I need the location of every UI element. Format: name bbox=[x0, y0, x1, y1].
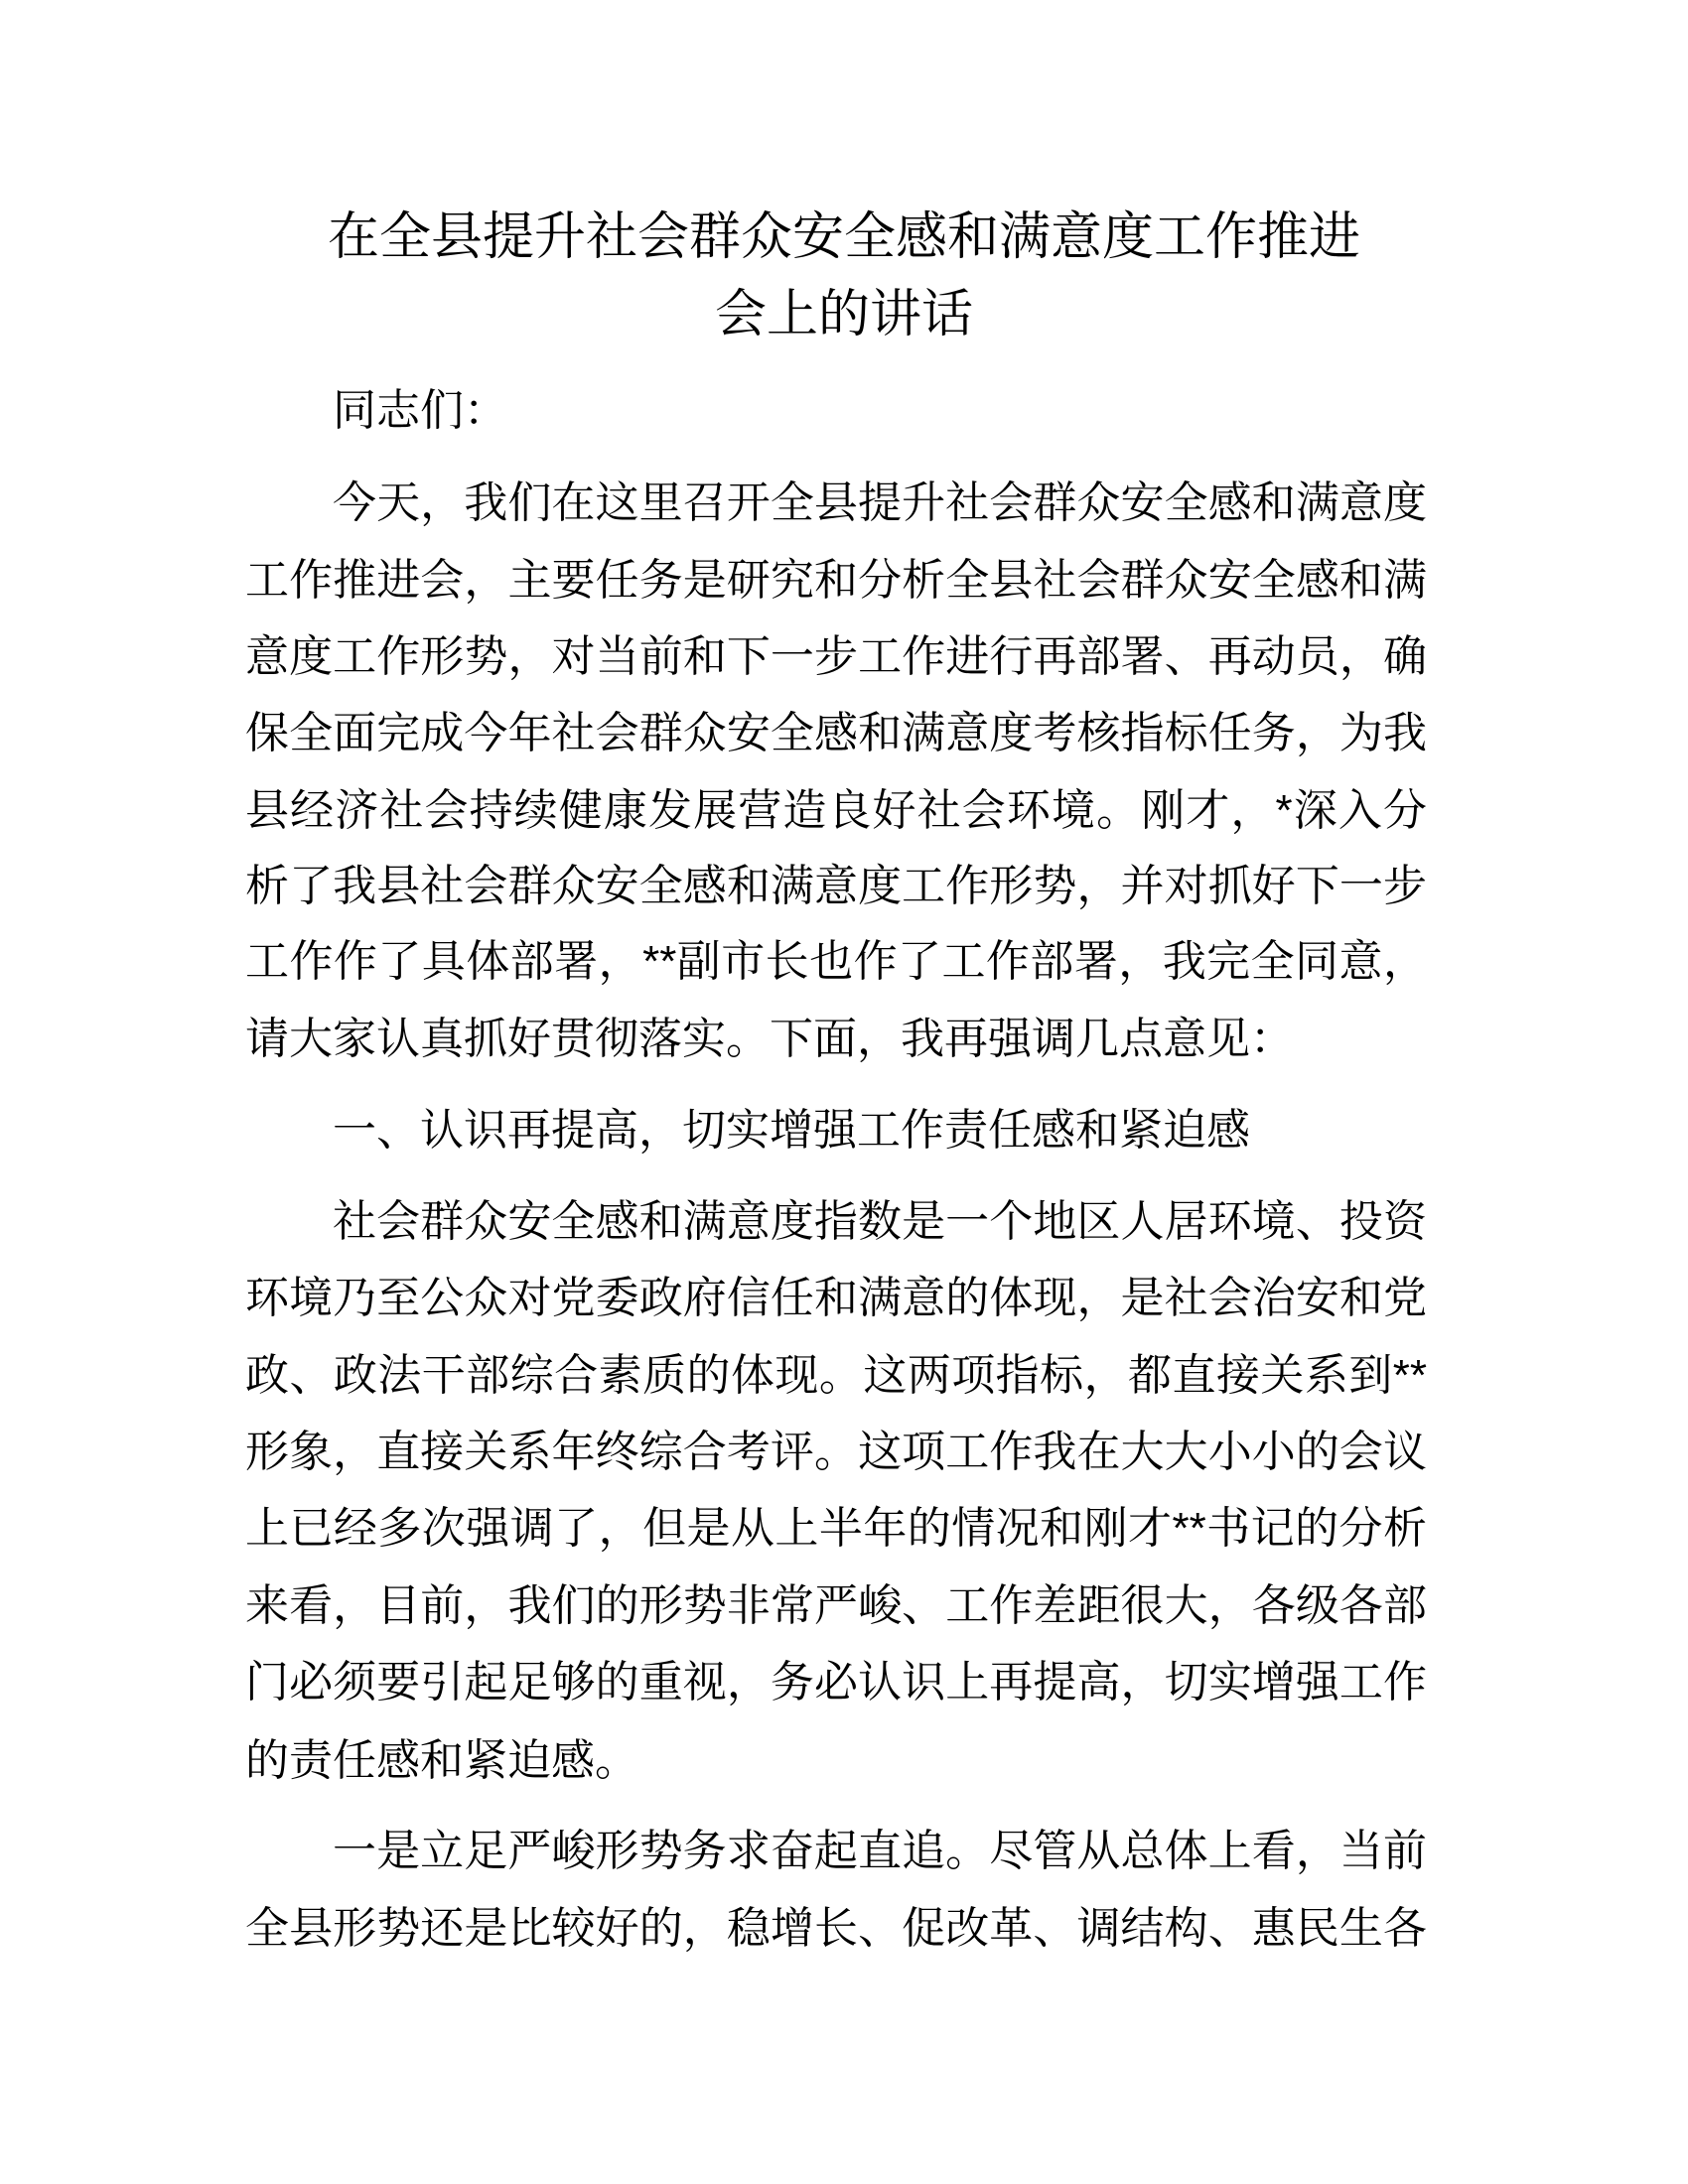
text-line: 析了我县社会群众安全感和满意度工作形势，并对抓好下一步 bbox=[245, 862, 1427, 910]
text-line: 工作推进会，主要任务是研究和分析全县社会群众安全感和满 bbox=[245, 556, 1427, 605]
text-line: 意度工作形势，对当前和下一步工作进行再部署、再动员，确 bbox=[245, 632, 1427, 681]
text-line: 工作作了具体部署，**副市长也作了工作部署，我完全同意， bbox=[245, 937, 1427, 986]
salutation: 同志们： bbox=[333, 386, 507, 435]
text-line: 环境乃至公众对党委政府信任和满意的体现，是社会治安和党 bbox=[245, 1274, 1427, 1322]
text-line: 今天，我们在这里召开全县提升社会群众安全感和满意度 bbox=[333, 478, 1427, 527]
text-line: 政、政法干部综合素质的体现。这两项指标，都直接关系到** bbox=[245, 1351, 1427, 1400]
text-line: 一是立足严峻形势务求奋起直追。尽管从总体上看，当前 bbox=[333, 1827, 1427, 1875]
text-line: 门必须要引起足够的重视，务必认识上再提高，切实增强工作 bbox=[245, 1658, 1427, 1706]
document-title-line-1: 在全县提升社会群众安全感和满意度工作推进 bbox=[327, 208, 1360, 266]
text-line: 全县形势还是比较好的，稳增长、促改革、调结构、惠民生各 bbox=[245, 1904, 1427, 1953]
text-line: 来看，目前，我们的形势非常严峻、工作差距很大，各级各部 bbox=[245, 1581, 1427, 1630]
section-heading-1: 一、认识再提高，切实增强工作责任感和紧迫感 bbox=[333, 1106, 1250, 1155]
text-line: 县经济社会持续健康发展营造良好社会环境。刚才，*深入分 bbox=[245, 786, 1427, 835]
document-title-line-2: 会上的讲话 bbox=[714, 286, 973, 343]
text-line: 上已经多次强调了，但是从上半年的情况和刚才**书记的分析 bbox=[245, 1504, 1427, 1553]
text-line: 的责任感和紧迫感。 bbox=[245, 1736, 638, 1785]
text-line: 保全面完成今年社会群众安全感和满意度考核指标任务，为我 bbox=[245, 709, 1427, 757]
text-line: 请大家认真抓好贯彻落实。下面，我再强调几点意见： bbox=[245, 1015, 1294, 1063]
text-line: 形象，直接关系年终综合考评。这项工作我在大大小小的会议 bbox=[245, 1428, 1427, 1476]
text-line: 社会群众安全感和满意度指数是一个地区人居环境、投资 bbox=[333, 1197, 1427, 1246]
